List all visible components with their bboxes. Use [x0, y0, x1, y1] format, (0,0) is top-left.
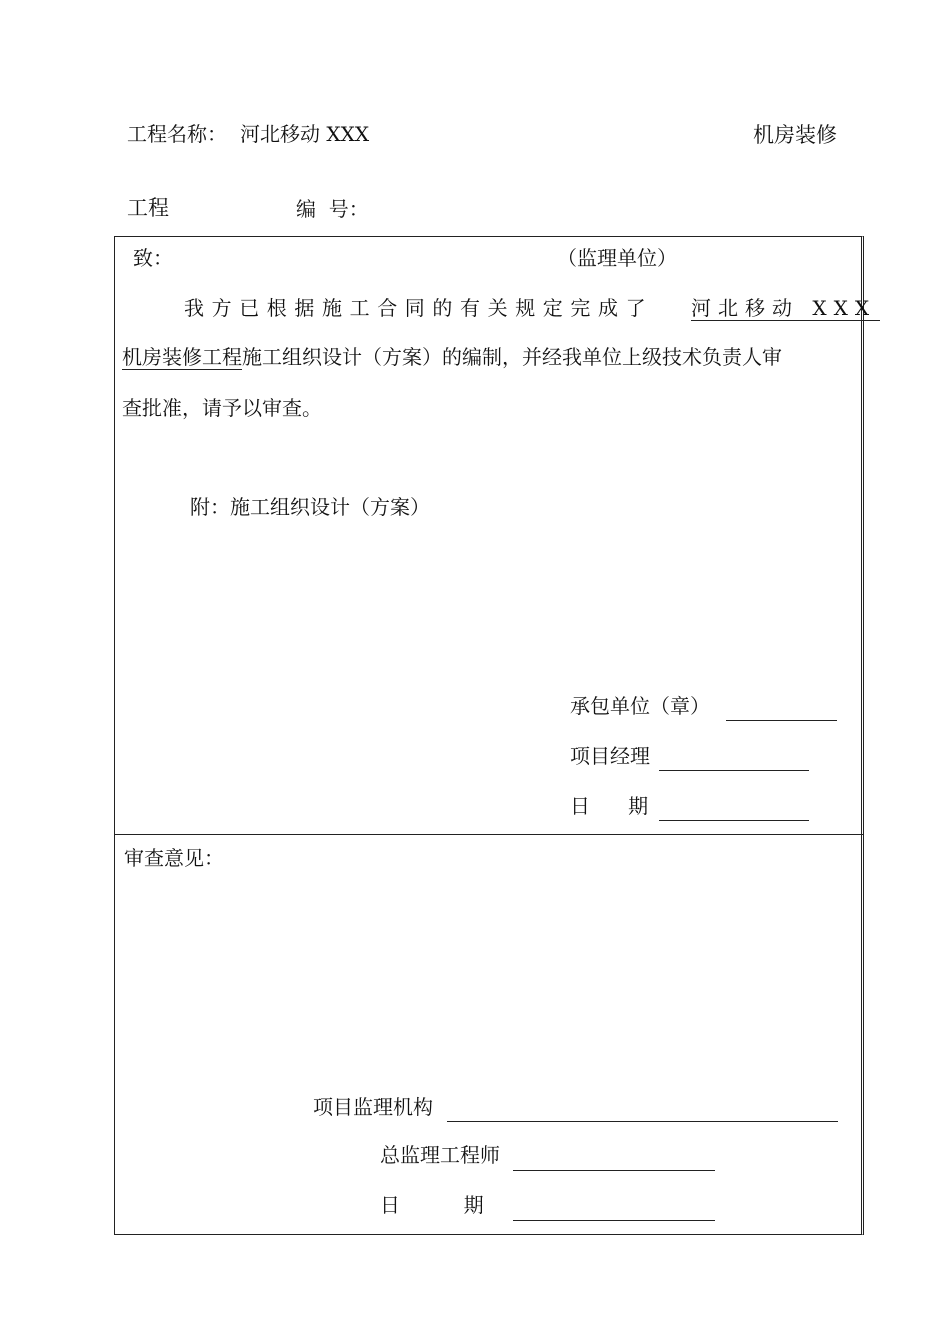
- contractor-label: 承包单位（章）: [570, 694, 710, 718]
- project-name-value: 河北移动 XXX: [240, 122, 370, 146]
- paragraph-line-2: [122, 345, 782, 369]
- supervisor-unit-label: （监理单位）: [557, 246, 677, 270]
- contractor-date-line[interactable]: [659, 820, 809, 821]
- project-name-tail: 机房装修: [753, 123, 837, 147]
- supervision-date-label: 日 期: [380, 1193, 484, 1217]
- paragraph-line-2-text: 施工组织设计（方案）的编制，并经我单位上级技术负责人审: [242, 345, 782, 369]
- section-divider: [114, 834, 864, 835]
- project-number-label: 编 号：: [296, 197, 369, 221]
- paragraph-line-1: 我方已根据施工合同的有关规定完成了: [184, 296, 654, 320]
- project-manager-label: 项目经理: [570, 744, 650, 768]
- paragraph-project-name-underlined: 河北移动 XXX: [691, 296, 880, 321]
- chief-engineer-signature-line[interactable]: [513, 1170, 715, 1171]
- addressee-label: 致：: [133, 246, 173, 270]
- project-manager-signature-line[interactable]: [659, 770, 809, 771]
- supervision-date-line[interactable]: [513, 1220, 715, 1221]
- review-opinion-label: 审查意见：: [124, 846, 224, 870]
- form-frame: [114, 236, 864, 1235]
- project-name-label: 工程名称：: [127, 122, 227, 146]
- attachment-label: 附：施工组织设计（方案）: [190, 495, 430, 519]
- supervision-org-signature-line[interactable]: [447, 1121, 838, 1122]
- project-name-line2: 工程: [127, 196, 169, 220]
- contractor-date-label: 日 期: [570, 794, 649, 818]
- contractor-signature-line[interactable]: [726, 720, 837, 721]
- paragraph-line-3: 查批准，请予以审查。: [122, 396, 322, 420]
- supervision-org-label: 项目监理机构: [313, 1095, 433, 1119]
- chief-engineer-label: 总监理工程师: [380, 1143, 500, 1167]
- paragraph-project-name-underlined-cont: 机房装修工程: [122, 345, 242, 369]
